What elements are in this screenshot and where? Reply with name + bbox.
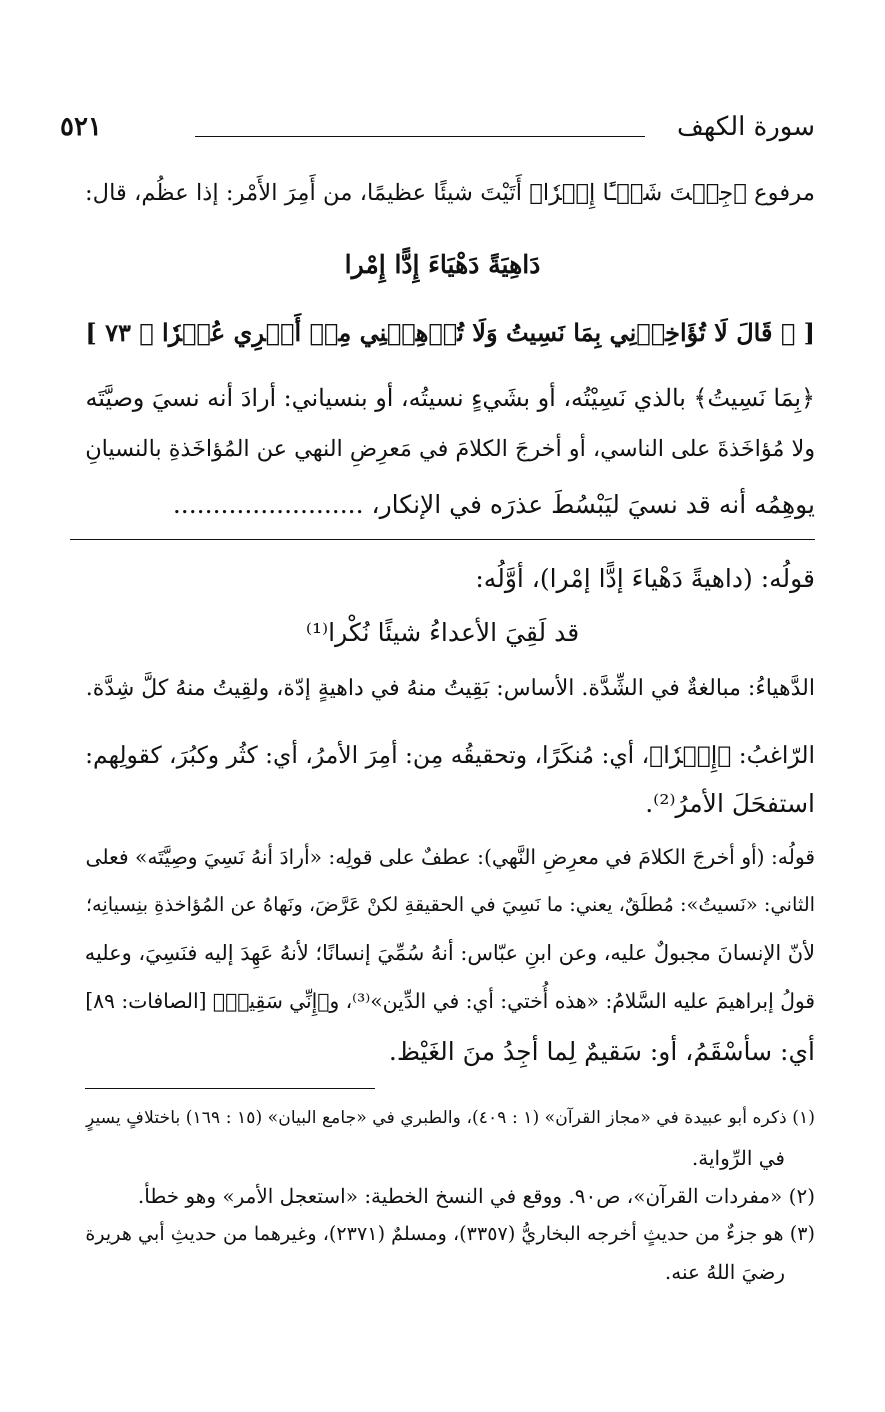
commentary-poetry-line: قد لَقِيَ الأعداءُ شيئًا نُكْرا⁽¹⁾ bbox=[305, 618, 580, 647]
commentary-line-6: قولُه: (أو أخرجَ الكلامَ في معرِضِ النَّهي): عطفٌ على قولِه: «أرادَ أنهُ نَسِيَ وصِيَّتَه» فعلى bbox=[85, 845, 815, 869]
main-line-5: ولا مُؤاخَذةَ على الناسي، أو أخرجَ الكلامَ في مَعرِضِ النهي عن المُؤاخَذةِ بالنسيانِ bbox=[85, 436, 815, 462]
commentary-line-9: قولُ إبراهيمَ عليه السَّلامُ: «هذه أُختي: أي: في الدِّين»⁽³⁾، و﴿إِنِّي سَقِيمٞ﴾ [الصافات: ٨٩] bbox=[85, 989, 815, 1013]
commentary-line-10: أي: سأسْقَمُ، أو: سَقيمٌ لِما أجِدُ منَ الغَيْظ. bbox=[388, 1037, 815, 1066]
footnote-1-continued: في الرِّواية. bbox=[691, 1146, 785, 1170]
header-rule bbox=[195, 136, 645, 137]
main-line-1: مرفوع ﴿جِئۡتَ شَيۡـًٔا إِمۡرٗا﴾ أَتَيْتَ شيئًا عظيمًا، من أَمِرَ الأَمْر: إذا عظُم، قال: bbox=[84, 180, 815, 206]
commentary-line-3: الدَّهياءُ: مبالغةٌ في الشِّدَّة. الأساس: بَقِيتُ منهُ في داهيةٍ إدّة، ولقِيتُ منهُ كلَّ شِدَّة. bbox=[85, 676, 815, 701]
footnote-3-continued: رضيَ اللهُ عنه. bbox=[664, 1260, 785, 1284]
section-separator bbox=[70, 539, 815, 540]
footnote-rule bbox=[85, 1088, 375, 1089]
commentary-line-1: قولُه: (داهيةً دَهْياءَ إدًّا إمْرا)، أوَّلُه: bbox=[475, 564, 815, 593]
main-line-4: ﴿بِمَا نَسِيتُ﴾ بالذي نَسِيْتُه، أو بشَيءٍ نسيتُه، أو بنسياني: أرادَ أنه نسيَ وصيَّتَه bbox=[85, 384, 815, 412]
surah-title: سورة الكهف bbox=[676, 112, 815, 142]
quran-verse-73: [ ﴿ قَالَ لَا تُؤَاخِذۡنِي بِمَا نَسِيتُ وَلَا تُرۡهِقۡنِي مِنۡ أَمۡرِي عُسۡرٗا ﴾ ٧٣ ] bbox=[85, 318, 815, 347]
footnote-1: (١) ذكره أبو عبيدة في «مجاز القرآن» (١ : ٤٠٩)، والطبري في «جامع البيان» (١٥ : ١٦٩) باختلافٍ يسيرٍ bbox=[85, 1108, 815, 1128]
commentary-line-4: الرّاغبُ: ﴿إِمۡرٗا﴾، أي: مُنكَرًا، وتحقيقُه مِن: أمِرَ الأمرُ، أي: كثُر وكبُرَ، كقولِهم: bbox=[85, 741, 815, 769]
footnote-2: (٢) «مفردات القرآن»، ص٩٠. ووقع في النسخ الخطية: «استعجل الأمر» وهو خطأ. bbox=[137, 1184, 815, 1208]
commentary-line-8: لأنّ الإنسانَ مجبولٌ عليه، وعن ابنِ عبّاس: أنهُ سُمِّيَ إنسانًا؛ لأنهُ عَهِدَ إليه فنَسِيَ، وعليه bbox=[84, 941, 815, 965]
commentary-line-7: الثاني: «نَسيتُ»: مُطلَقٌ، يعني: ما نَسِيَ في الحقيقةِ لكنْ عَرَّضَ، ونَهاهُ عن المُؤاخذةِ بنِسيانِه؛ bbox=[85, 893, 815, 916]
commentary-line-5: استفحَلَ الأمرُ⁽²⁾. bbox=[645, 789, 815, 818]
verse-poetry-line: دَاهِيَةً دَهْيَاءَ إِدًّا إِمْرا bbox=[344, 250, 541, 279]
footnote-3: (٣) هو جزءٌ من حديثٍ أخرجه البخاريُّ (٣٣٥٧)، ومسلمٌ (٢٣٧١)، وغيرهما من حديثِ أبي هريرة bbox=[85, 1222, 815, 1245]
running-header bbox=[60, 112, 815, 152]
page-number: ٥٢١ bbox=[60, 112, 102, 142]
main-line-6: يوهِمُه أنه قد نسيَ ليَبْسُطَ عذرَه في الإنكار، ........................ bbox=[172, 490, 815, 519]
